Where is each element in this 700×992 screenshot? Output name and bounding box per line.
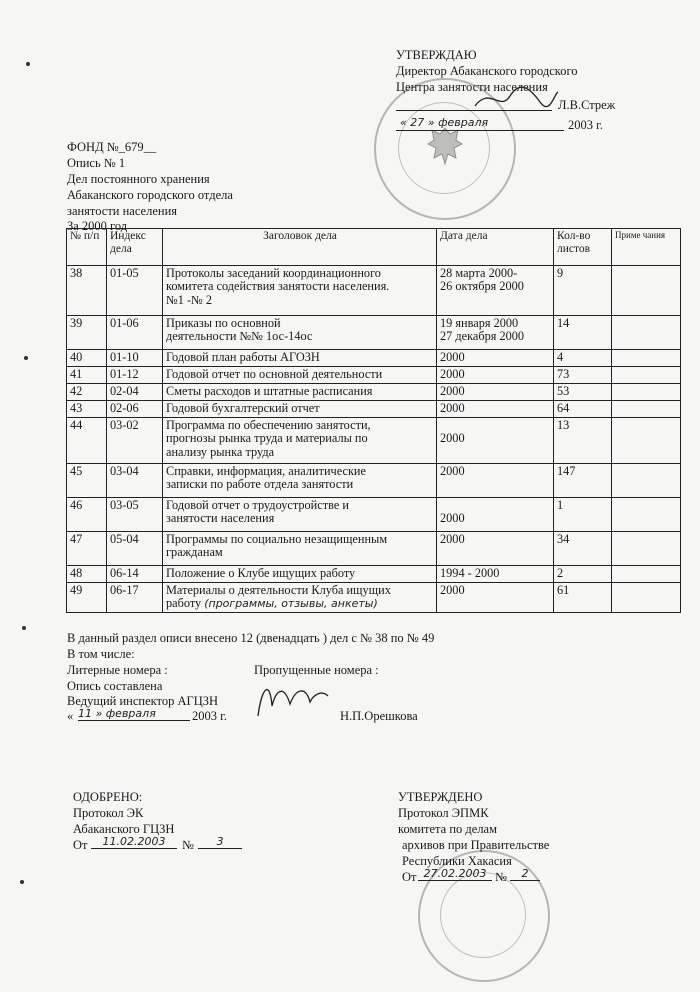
cell-notes xyxy=(612,532,681,566)
cell-date xyxy=(437,384,554,401)
title-line: Программы по социально незащищенным xyxy=(166,532,388,546)
cell-number: 46 xyxy=(67,498,107,532)
approve-signer: Л.В.Стреж xyxy=(558,98,616,112)
table-row xyxy=(67,350,681,367)
approved-num-label: № xyxy=(495,870,507,884)
margin-mark xyxy=(22,626,26,630)
date-prefix: « xyxy=(67,709,74,723)
table-row xyxy=(67,316,681,350)
approved-num-label: № xyxy=(182,838,194,852)
director-signature xyxy=(470,84,560,114)
approved-line: Абаканского ГЦЗН xyxy=(73,822,175,836)
cell-sheets: 1 xyxy=(554,498,612,532)
fond-number: ФОНД №_679__ xyxy=(67,140,157,154)
cell-title xyxy=(163,566,437,583)
cell-sheets: 14 xyxy=(554,316,612,350)
approved-title: ОДОБРЕНО: xyxy=(73,790,143,804)
title-line: деятельности №№ 1ос-14ос xyxy=(166,329,313,344)
column-header: Заголовок дела xyxy=(163,229,437,266)
cell-date xyxy=(437,401,554,418)
title-line: Приказы по основной xyxy=(166,316,281,330)
approved-line: Протокол ЭК xyxy=(73,806,144,820)
date-suffix: 2003 г. xyxy=(192,709,227,723)
title-line: анализу рынка труда xyxy=(166,444,275,459)
cell-number: 40 xyxy=(67,350,107,367)
approved-line: архивов при Правительстве xyxy=(402,838,550,852)
date-line: 19 января 2000 xyxy=(440,316,519,330)
margin-mark xyxy=(24,356,28,360)
summary-line: В данный раздел описи внесено 12 (двенадцать ) дел с № 38 по № 49 xyxy=(67,631,435,645)
date-line: 2000 xyxy=(440,367,465,381)
date-line: 27 декабря 2000 xyxy=(440,329,525,344)
cell-index: 06-14 xyxy=(107,566,163,583)
cell-notes xyxy=(612,350,681,367)
opis-number: Опись № 1 xyxy=(67,156,126,170)
cell-index: 03-05 xyxy=(107,498,163,532)
title-line: Годовой план работы АГОЗН xyxy=(166,350,320,364)
table-row xyxy=(67,532,681,566)
cell-sheets: 73 xyxy=(554,367,612,384)
cell-sheets: 34 xyxy=(554,532,612,566)
cell-sheets: 53 xyxy=(554,384,612,401)
margin-mark xyxy=(26,62,30,66)
column-header: Кол-во листов xyxy=(554,229,612,266)
cell-notes xyxy=(612,266,681,316)
approved-from: От xyxy=(73,838,88,852)
title-line: Годовой отчет по основной деятельности xyxy=(166,367,383,381)
column-header: Индекс дела xyxy=(107,229,163,266)
handwritten-number: 3 xyxy=(198,835,242,849)
cell-notes xyxy=(612,401,681,418)
cell-date xyxy=(437,266,554,316)
title-line: №1 -№ 2 xyxy=(166,292,213,307)
handwritten-date: « 27 » февраля xyxy=(400,116,489,129)
cell-sheets: 13 xyxy=(554,418,612,464)
cell-index: 01-06 xyxy=(107,316,163,350)
cell-sheets: 147 xyxy=(554,464,612,498)
cell-date xyxy=(437,350,554,367)
approve-line: Директор Абаканского городского xyxy=(396,64,578,78)
date-line: 2000 xyxy=(440,583,465,597)
date-line: 28 марта 2000- xyxy=(440,266,518,280)
cell-sheets: 64 xyxy=(554,401,612,418)
table-row xyxy=(67,498,681,532)
inspector-line: Ведущий инспектор АГЦЗН xyxy=(67,694,219,708)
cell-number: 49 xyxy=(67,583,107,613)
date-line: 2000 xyxy=(440,350,465,364)
table-row xyxy=(67,464,681,498)
title-line: Положение о Клубе ищущих работу xyxy=(166,566,356,580)
cell-index: 03-02 xyxy=(107,418,163,464)
cell-index: 06-17 xyxy=(107,583,163,613)
cell-sheets: 4 xyxy=(554,350,612,367)
cell-number: 41 xyxy=(67,367,107,384)
date-line: 26 октября 2000 xyxy=(440,279,524,294)
date-line: 2000 xyxy=(440,464,465,478)
cell-title xyxy=(163,401,437,418)
approve-date-suffix: 2003 г. xyxy=(568,118,603,132)
cell-number: 48 xyxy=(67,566,107,583)
table-row xyxy=(67,418,681,464)
literal-numbers: Литерные номера : xyxy=(67,663,168,677)
header-line: Абаканского городского отдела xyxy=(67,188,233,202)
column-header: № п/п xyxy=(67,229,107,266)
cell-notes xyxy=(612,384,681,401)
missing-numbers: Пропущенные номера : xyxy=(254,663,379,677)
column-header: Дата дела xyxy=(437,229,554,266)
cell-number: 42 xyxy=(67,384,107,401)
cell-date xyxy=(437,583,554,613)
title-line: Протоколы заседаний координационного xyxy=(166,266,381,280)
cell-date xyxy=(437,532,554,566)
cell-number: 44 xyxy=(67,418,107,464)
cell-index: 01-12 xyxy=(107,367,163,384)
title-line: Годовой бухгалтерский отчет xyxy=(166,401,320,415)
approved-title: УТВЕРЖДЕНО xyxy=(398,790,483,804)
cell-title xyxy=(163,316,437,350)
date-line: 1994 - 2000 xyxy=(440,566,500,580)
date-line: 2000 xyxy=(440,431,465,445)
table-row xyxy=(67,583,681,613)
cell-title xyxy=(163,532,437,566)
cell-title xyxy=(163,418,437,464)
title-line: Программа по обеспечению занятости, xyxy=(166,418,371,432)
inspector-name: Н.П.Орешкова xyxy=(340,709,418,723)
cell-number: 38 xyxy=(67,266,107,316)
cell-title xyxy=(163,350,437,367)
approve-line: Центра занятости населения xyxy=(396,80,548,94)
date-line: 2000 xyxy=(440,511,465,525)
handwritten-date: 27.02.2003 xyxy=(418,867,492,881)
cell-notes xyxy=(612,566,681,583)
cell-sheets: 2 xyxy=(554,566,612,583)
cell-index: 02-04 xyxy=(107,384,163,401)
cell-number: 47 xyxy=(67,532,107,566)
title-line: гражданам xyxy=(166,545,223,560)
table-row xyxy=(67,566,681,583)
date-line xyxy=(396,130,564,131)
cell-title xyxy=(163,384,437,401)
title-line: Справки, информация, аналитические xyxy=(166,464,366,478)
margin-mark xyxy=(20,880,24,884)
approved-line: Республики Хакасия xyxy=(402,854,512,868)
date-line: 2000 xyxy=(440,532,465,546)
cell-number: 43 xyxy=(67,401,107,418)
title-line: работу xyxy=(166,596,202,611)
handwritten-date: 11 » февраля xyxy=(78,707,190,721)
cell-date xyxy=(437,566,554,583)
cell-title xyxy=(163,367,437,384)
cell-date xyxy=(437,367,554,384)
cell-notes xyxy=(612,367,681,384)
cell-index: 05-04 xyxy=(107,532,163,566)
cell-notes xyxy=(612,583,681,613)
header-line: Дел постоянного хранения xyxy=(67,172,210,186)
handwritten-note: (программы, отзывы, анкеты) xyxy=(204,597,378,611)
title-line: Материалы о деятельности Клуба ищущих xyxy=(166,583,391,597)
handwritten-number: 2 xyxy=(510,867,540,881)
table-header-row xyxy=(67,229,681,266)
cell-index: 03-04 xyxy=(107,464,163,498)
date-line: 2000 xyxy=(440,384,465,398)
handwritten-date: 11.02.2003 xyxy=(91,835,177,849)
cell-sheets: 9 xyxy=(554,266,612,316)
title-line: прогнозы рынка труда и материалы по xyxy=(166,431,368,446)
title-line: Сметы расходов и штатные расписания xyxy=(166,384,373,398)
cell-title xyxy=(163,464,437,498)
approve-title: УТВЕРЖДАЮ xyxy=(396,48,477,62)
inspector-signature xyxy=(252,676,332,724)
cell-index: 01-10 xyxy=(107,350,163,367)
cell-number: 39 xyxy=(67,316,107,350)
table-row xyxy=(67,367,681,384)
title-line: занятости населения xyxy=(166,511,275,526)
title-line: записки по работе отдела занятости xyxy=(166,477,354,492)
cell-number: 45 xyxy=(67,464,107,498)
approved-line: комитета по делам xyxy=(398,822,498,836)
cell-title xyxy=(163,498,437,532)
cell-date xyxy=(437,316,554,350)
approved-from: От xyxy=(402,870,417,884)
cell-date xyxy=(437,464,554,498)
title-line: комитета содействия занятости населения. xyxy=(166,279,390,294)
cell-notes xyxy=(612,418,681,464)
date-line: 2000 xyxy=(440,401,465,415)
cell-notes xyxy=(612,498,681,532)
cell-index: 02-06 xyxy=(107,401,163,418)
cell-notes xyxy=(612,316,681,350)
compiled-line: Опись составлена xyxy=(67,679,163,693)
cell-title xyxy=(163,583,437,613)
column-header: Приме чания xyxy=(612,229,681,266)
cell-notes xyxy=(612,464,681,498)
inventory-table xyxy=(66,228,681,613)
incl-line: В том числе: xyxy=(67,647,135,661)
table-row xyxy=(67,266,681,316)
table-row xyxy=(67,384,681,401)
cell-title xyxy=(163,266,437,316)
table-row xyxy=(67,401,681,418)
title-line: Годовой отчет о трудоустройстве и xyxy=(166,498,349,512)
cell-sheets: 61 xyxy=(554,583,612,613)
cell-date xyxy=(437,498,554,532)
approved-line: Протокол ЭПМК xyxy=(398,806,489,820)
cell-index: 01-05 xyxy=(107,266,163,316)
header-line: занятости населения xyxy=(67,204,178,218)
cell-date xyxy=(437,418,554,464)
header-year: За 2000 год xyxy=(67,219,128,233)
